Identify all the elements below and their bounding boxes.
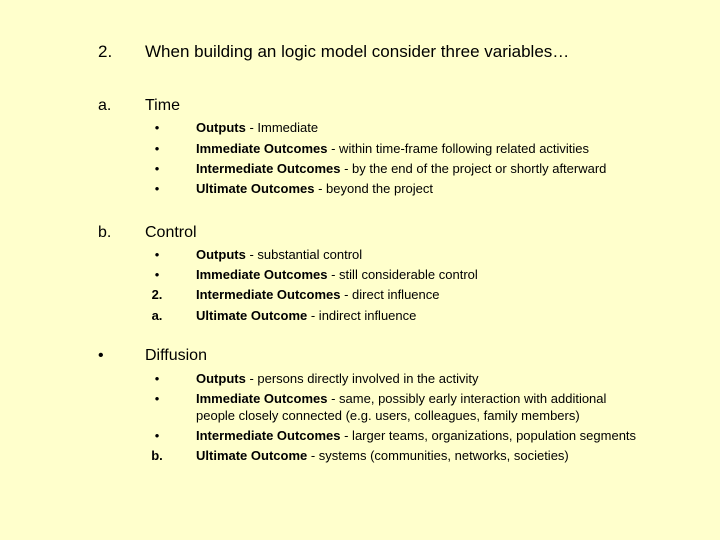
item-desc: - persons directly involved in the activity <box>245 371 479 386</box>
item-term: Immediate Outcomes <box>196 141 328 156</box>
bullet: b. <box>151 448 163 463</box>
heading-text: When building an logic model consider three variables… <box>145 42 570 61</box>
item-term: Ultimate Outcomes <box>196 181 315 196</box>
item-desc: - indirect influence <box>307 308 417 323</box>
bullet: • <box>154 267 160 282</box>
item-term: Immediate Outcomes <box>196 267 328 282</box>
item-term: Ultimate Outcome <box>196 448 308 463</box>
item-desc: - systems (communities, networks, societies) <box>307 448 569 463</box>
item-desc: - still considerable control <box>327 267 478 282</box>
section-diffusion-marker: • <box>98 347 104 364</box>
bullet: • <box>154 391 160 406</box>
bullet: • <box>154 428 160 443</box>
item-term: Outputs <box>196 120 246 135</box>
section-diffusion-title: Diffusion <box>145 347 207 364</box>
item-desc: - within time-frame following related activities <box>327 141 590 156</box>
bullet: • <box>154 247 160 262</box>
section-control-marker: b. <box>98 224 112 241</box>
item-term: Ultimate Outcome <box>196 308 308 323</box>
bullet: • <box>154 120 160 135</box>
item-term: Intermediate Outcomes <box>196 161 341 176</box>
item-desc-continued: people closely connected (e.g. users, colleagues, family members) <box>196 408 580 423</box>
heading-marker: 2. <box>98 42 113 61</box>
item-desc: - substantial control <box>245 247 363 262</box>
item-term: Intermediate Outcomes <box>196 428 341 443</box>
item-desc: - direct influence <box>340 287 440 302</box>
section-time-marker: a. <box>98 97 112 114</box>
item-term: Immediate Outcomes <box>196 391 328 406</box>
item-term: Outputs <box>196 247 246 262</box>
bullet: • <box>154 181 160 196</box>
item-desc: - by the end of the project or shortly afterward <box>340 161 607 176</box>
bullet: • <box>154 371 160 386</box>
bullet: • <box>154 161 160 176</box>
item-term: Outputs <box>196 371 246 386</box>
section-time-title: Time <box>145 97 180 114</box>
item-desc: - Immediate <box>245 120 319 135</box>
bullet: • <box>154 141 160 156</box>
item-term: Intermediate Outcomes <box>196 287 341 302</box>
item-desc: - larger teams, organizations, population segments <box>340 428 637 443</box>
item-desc: - same, possibly early interaction with additional <box>327 391 607 406</box>
item-desc: - beyond the project <box>314 181 434 196</box>
bullet: 2. <box>151 287 163 302</box>
bullet: a. <box>151 308 163 323</box>
section-control-title: Control <box>145 224 197 241</box>
